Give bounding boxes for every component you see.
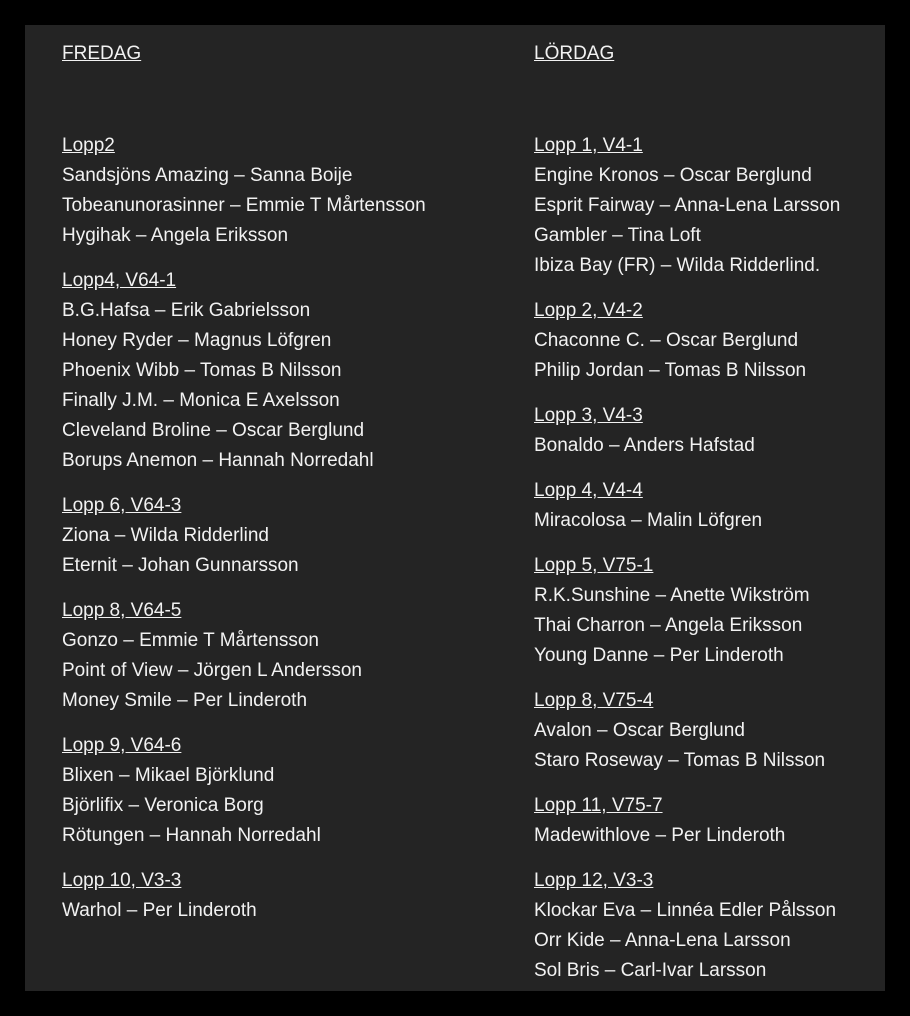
horse-driver-entry: Eternit – Johan Gunnarsson (62, 555, 299, 576)
race-title: Lopp 1, V4-1 (534, 135, 643, 156)
horse-driver-entry: Gonzo – Emmie T Mårtensson (62, 630, 319, 651)
race-block (62, 596, 426, 716)
fredag-race-list (62, 131, 426, 926)
schedule-panel (25, 25, 885, 991)
horse-driver-entry: Björlifix – Veronica Borg (62, 795, 264, 816)
horse-driver-entry: Blixen – Mikael Björklund (62, 765, 275, 786)
horse-driver-entry: Honey Ryder – Magnus Löfgren (62, 330, 332, 351)
horse-driver-entry: R.K.Sunshine – Anette Wikström (534, 585, 810, 606)
horse-driver-entry: Klockar Eva – Linnéa Edler Pålsson (534, 900, 837, 921)
race-block (534, 131, 840, 281)
race-title: Lopp 8, V75-4 (534, 690, 654, 711)
horse-driver-entry: Warhol – Per Linderoth (62, 900, 257, 921)
race-block (534, 296, 840, 386)
race-block (534, 791, 840, 851)
horse-driver-entry: B.G.Hafsa – Erik Gabrielsson (62, 300, 311, 321)
horse-driver-entry: Thai Charron – Angela Eriksson (534, 615, 803, 636)
day-heading-lordag: LÖRDAG (534, 43, 615, 64)
horse-driver-entry: Phoenix Wibb – Tomas B Nilsson (62, 360, 342, 381)
race-block (534, 401, 840, 461)
horse-driver-entry: Madewithlove – Per Linderoth (534, 825, 786, 846)
horse-driver-entry: Bonaldo – Anders Hafstad (534, 435, 755, 456)
horse-driver-entry: Engine Kronos – Oscar Berglund (534, 165, 812, 186)
lordag-race-list (534, 131, 840, 986)
race-block (62, 491, 426, 581)
horse-driver-entry: Philip Jordan – Tomas B Nilsson (534, 360, 807, 381)
horse-driver-entry: Finally J.M. – Monica E Axelsson (62, 390, 340, 411)
horse-driver-entry: Esprit Fairway – Anna-Lena Larsson (534, 195, 841, 216)
race-title: Lopp 2, V4-2 (534, 300, 643, 321)
race-title: Lopp 12, V3-3 (534, 870, 654, 891)
race-title: Lopp 6, V64-3 (62, 495, 182, 516)
horse-driver-entry: Avalon – Oscar Berglund (534, 720, 745, 741)
horse-driver-entry: Chaconne C. – Oscar Berglund (534, 330, 799, 351)
race-block (62, 731, 426, 851)
race-title: Lopp4, V64-1 (62, 270, 177, 291)
horse-driver-entry: Cleveland Broline – Oscar Berglund (62, 420, 365, 441)
horse-driver-entry: Orr Kide – Anna-Lena Larsson (534, 930, 791, 951)
race-title: Lopp 4, V4-4 (534, 480, 643, 501)
race-title: Lopp 5, V75-1 (534, 555, 654, 576)
horse-driver-entry: Point of View – Jörgen L Andersson (62, 660, 362, 681)
horse-driver-entry: Hygihak – Angela Eriksson (62, 225, 289, 246)
horse-driver-entry: Ibiza Bay (FR) – Wilda Ridderlind. (534, 255, 821, 276)
race-title: Lopp 8, V64-5 (62, 600, 182, 621)
race-title: Lopp 10, V3-3 (62, 870, 182, 891)
horse-driver-entry: Sol Bris – Carl-Ivar Larsson (534, 960, 767, 981)
spacer (534, 69, 840, 131)
fredag-column (62, 39, 426, 941)
race-block (62, 131, 426, 251)
race-block (62, 866, 426, 926)
lordag-column (534, 39, 840, 1001)
horse-driver-entry: Ziona – Wilda Ridderlind (62, 525, 269, 546)
horse-driver-entry: Money Smile – Per Linderoth (62, 690, 308, 711)
day-heading-fredag: FREDAG (62, 43, 142, 64)
horse-driver-entry: Gambler – Tina Loft (534, 225, 701, 246)
horse-driver-entry: Rötungen – Hannah Norredahl (62, 825, 321, 846)
race-title: Lopp 11, V75-7 (534, 795, 663, 816)
horse-driver-entry: Borups Anemon – Hannah Norredahl (62, 450, 374, 471)
spacer (62, 69, 426, 131)
horse-driver-entry: Staro Roseway – Tomas B Nilsson (534, 750, 826, 771)
race-block (534, 686, 840, 776)
horse-driver-entry: Sandsjöns Amazing – Sanna Boije (62, 165, 353, 186)
race-block (62, 266, 426, 476)
race-title: Lopp 9, V64-6 (62, 735, 182, 756)
horse-driver-entry: Miracolosa – Malin Löfgren (534, 510, 763, 531)
race-title: Lopp2 (62, 135, 115, 156)
race-block (534, 476, 840, 536)
horse-driver-entry: Tobeanunorasinner – Emmie T Mårtensson (62, 195, 426, 216)
race-title: Lopp 3, V4-3 (534, 405, 643, 426)
horse-driver-entry: Young Danne – Per Linderoth (534, 645, 784, 666)
race-block (534, 551, 840, 671)
race-block (534, 866, 840, 986)
